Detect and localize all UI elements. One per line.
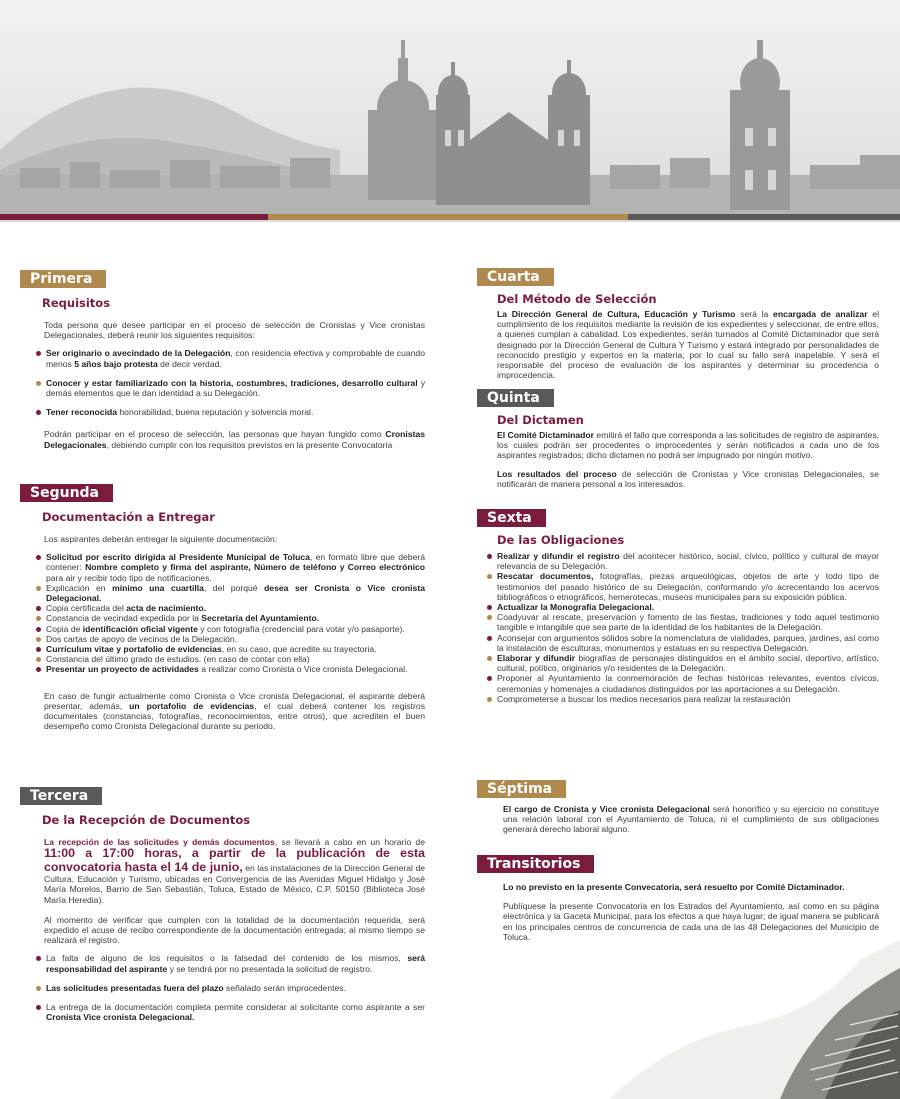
banner-color-stripe xyxy=(0,214,900,220)
list-item: Dos cartas de apoyo de vecinos de la Delegación. xyxy=(36,634,425,644)
publication-paragraph: Publíquese la presente Convocatoria en los Estrados del Ayuntamiento, así como en su página electrónica y la Gaceta Municipal, para los efectos a que haya lugar; de igual manera se publicará en los principales centros de concurrencia de cada una de las 48 Delegaciones del Municipio de Toluca. xyxy=(503,901,879,942)
section-tag: Séptima xyxy=(477,780,566,798)
list-item: Rescatar documentos, fotografías, piezas arqueológicas, objetos de arte y todo tipo de testimonios del pasado histórico de su Delegación, conformando y/o acrecentando los acervos bibliográficos o etnográficos, hemerotecas, museos municipales para su exposición pública. xyxy=(487,571,879,602)
requirements-list xyxy=(36,348,425,417)
section-tag: Tercera xyxy=(20,787,102,805)
list-item: Realizar y difundir el registro del acontecer histórico, social, cívico, político y cultural de mayor relevancia de su Delegación. xyxy=(487,551,879,571)
results-paragraph: Los resultados del proceso de selección de Cronistas y Vice cronistas Delegacionales, se notificarán de manera personal a los interesados. xyxy=(497,468,879,489)
intro-paragraph: Toda persona que desee participar en el proceso de selección de Cronistas y Vice cronistas Delegacionales, deberá reunir los siguientes requisitos: xyxy=(44,320,425,341)
section-septima xyxy=(477,780,879,835)
section-tag: Sexta xyxy=(477,509,546,527)
dictamen-paragraph: El Comité Dictaminador emitirá el fallo que corresponda a las solicitudes de registro de aspirantes, los cuales podrán ser procedentes o improcedentes y serán notificados a cada uno de los aspirantes registrados; dicho dictamen no podrá ser impugnado por ningún motivo. xyxy=(497,430,880,461)
list-item: Comprometerse a buscar los medios necesarios para realizar la restauración xyxy=(487,694,879,704)
list-item: Constancia del último grado de estudios. (en caso de contar con ella) xyxy=(36,654,425,664)
septima-paragraph: El cargo de Cronista y Vice cronista Delegacional será honorífico y su ejercicio no constituye una relación laboral con el Ayuntamiento de Toluca, ni el cumplimiento de sus obligaciones generará derecho laboral alguno. xyxy=(503,804,879,835)
section-subtitle: Del Método de Selección xyxy=(497,292,657,306)
selection-paragraph: La Dirección General de Cultura, Educación y Turismo será la encargada de analizar el cumplimiento de los requisitos mediante la revisión de los expedientes y seleccionar, de entre ellos, a quienes cumplan a cabalidad. Los expedientes, serán turnados al Comité Dictaminador que será designado por la Dirección General de Cultura Y Turismo y estará integrado por personalidades de reconocido prestigio y expertos en la materia, por lo cual su fallo será inapelable. Y será el responsable del proceso de evaluación de los aspirantes y determinar su procedencia o improcedencia. xyxy=(497,309,879,381)
city-skyline-image xyxy=(0,0,900,214)
section-tag: Primera xyxy=(20,270,106,288)
section-subtitle: Del Dictamen xyxy=(497,413,584,427)
reception-paragraph: La recepción de las solicitudes y demás documentos, se llevará a cabo en un horario de 11:00 a 17:00 horas, a partir de la publicación de esta convocatoria hasta el 14 de junio, en las instalaciones de la Dirección General de Cultura, Educación y Turismo, ubicadas en Convergencia de las Avenidas Miguel Hidalgo y José María Morelos, Barrio de San Sebastián, Toluca, Estado de México, C.P. 50150 (Biblioteca José María Heredia). xyxy=(44,837,426,905)
list-item: La falta de alguno de los requisitos o la falsedad del contenido de los mismos, será responsabilidad del aspirante y se tendrá por no presentada la solicitud de registro. xyxy=(36,953,425,973)
list-item: Conocer y estar familiarizado con la historia, costumbres, tradiciones, desarrollo cultural y demás elementos que le dan identidad a su Delegación. xyxy=(36,378,425,398)
section-primera xyxy=(20,270,425,458)
section-tag: Cuarta xyxy=(477,268,554,286)
section-transitorios xyxy=(477,855,879,942)
reception-list xyxy=(36,953,425,1022)
section-tag: Quinta xyxy=(477,389,554,407)
verification-paragraph: Al momento de verificar que cumplen con la totalidad de la documentación requerida, será expedido el acuse de recibo correspondiente de la documentación entregada; al mismo tiempo se realizará el registro. xyxy=(44,914,425,946)
section-cuarta xyxy=(477,268,879,388)
list-item: Elaborar y difundir biografías de personajes distinguidos en el ámbito social, deportivo, artístico, cultural, político, originarios y/o residentes de la Delegación. xyxy=(487,653,879,673)
section-subtitle: De las Obligaciones xyxy=(497,533,625,547)
list-item: Copia certificada del acta de nacimiento. xyxy=(36,603,425,613)
list-item: Tener reconocida honorabilidad, buena reputación y solvencia moral. xyxy=(36,407,425,417)
list-item: Coadyuvar al rescate, preservación y fomento de las fiestas, tradiciones y todo aquel testimonio tangible e intangible que sea parte de la identidad de los habitantes de la Delegación. xyxy=(487,612,879,632)
obligations-list xyxy=(487,551,879,704)
section-quinta xyxy=(477,389,879,497)
section-tag: Transitorios xyxy=(477,855,594,873)
section-sexta xyxy=(477,509,879,712)
section-tercera xyxy=(20,787,425,1031)
section-subtitle: De la Recepción de Documentos xyxy=(42,813,251,827)
list-item: La entrega de la documentación completa permite considerar al solicitante como aspirante a ser Cronista Vice cronista Delegacional. xyxy=(36,1002,425,1022)
transitorios-statement: Lo no previsto en la presente Convecatoria, será resuelto por Comité Dictaminador. xyxy=(503,882,845,892)
closing-paragraph: Podrán participar en el proceso de selección, las personas que hayan fungido como Cronistas Delegacionales, debiendo cumplir con los requisitos previstos en la presente Convocatoria xyxy=(44,429,425,450)
list-item: Ser originario o avecindado de la Delegación, con residencia efectiva y comprobable de cuando menos 5 años bajo protesta de decir verdad. xyxy=(36,348,425,368)
list-item: Constancia de vecindad expedida por la Secretaría del Ayuntamiento. xyxy=(36,613,425,623)
list-item: Actualizar la Monografía Delegacional. xyxy=(487,602,879,612)
section-segunda xyxy=(20,484,425,739)
closing-paragraph: En caso de fungir actualmente como Cronista o Vice cronista Delegacional, el aspirante deberá presentar, además, un portafolio de evidencias, el cual deberá contener los registros documentales (constancias, fotografías, reconocimientos, entre otros), que acrediten el buen desempeño como Cronista Delegacional durante su periodo. xyxy=(44,690,425,732)
list-item: Copia de identificación oficial vigente y con fotografía (credencial para votar y/o pasaporte). xyxy=(36,624,425,634)
list-item: Proponer al Ayuntamiento la conmemoración de fechas históricas relevantes, eventos cívicos, ceremonias y homenajes a ciudadanos distinguidos por las aportaciones a su Delegación. xyxy=(487,673,879,693)
list-item: Explicación en mínimo una cuartilla, del porqué desea ser Cronista o Vice cronista Delegacional. xyxy=(36,583,425,603)
documents-list xyxy=(36,552,425,674)
list-item: Presentar un proyecto de actividades a realizar como Cronista o Vice cronista Delegacional. xyxy=(36,664,425,674)
section-tag: Segunda xyxy=(20,484,113,502)
intro-paragraph: Los aspirantes deberán entregar la siguiente documentación: xyxy=(44,534,278,544)
list-item: Las solicitudes presentadas fuera del plazo señalado serán improcedentes. xyxy=(36,983,425,993)
list-item: Currículum vitae y portafolio de evidencias, en su caso, que acredite su trayectoria. xyxy=(36,644,425,654)
list-item: Solicitud por escrito dirigida al Presidente Municipal de Toluca, en formato libre que deberá contener: Nombre completo y firma del aspirante, Número de teléfono y Correo electrónico para air y recibir todo tipo de notificaciones. xyxy=(36,552,425,583)
decorative-newspaper-corner xyxy=(610,930,900,1099)
section-subtitle: Documentación a Entregar xyxy=(42,510,215,524)
list-item: Aconsejar con argumentos sólidos sobre la nomenclatura de vialidades, parques, jardines, así como la instalación de esculturas, monumentos y estatuas en su respectiva Delegación. xyxy=(487,633,879,653)
header-banner xyxy=(0,0,900,222)
section-subtitle: Requisitos xyxy=(42,296,111,310)
